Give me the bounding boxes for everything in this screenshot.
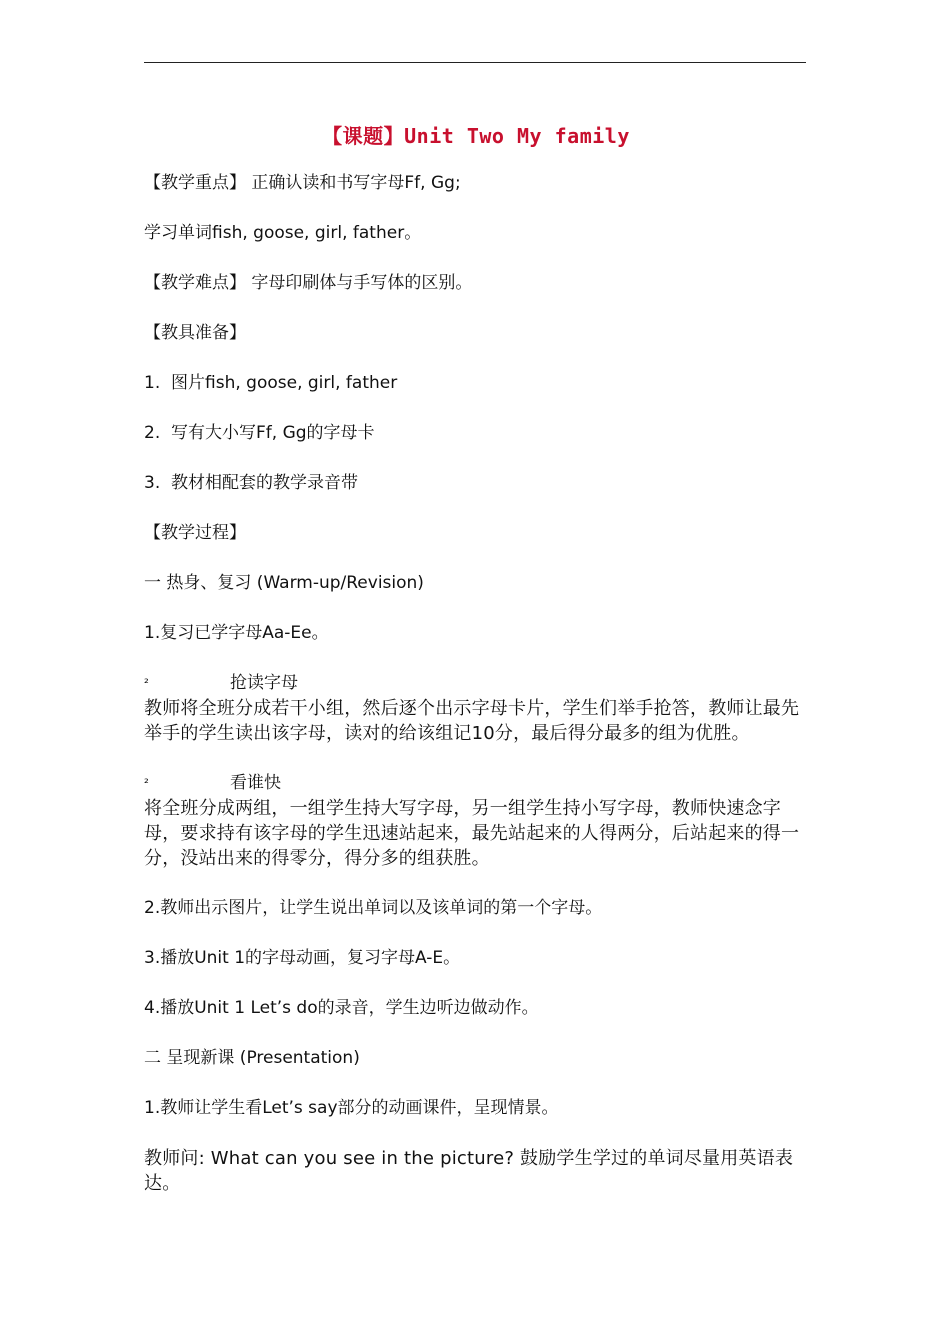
- step1-item-4: 4.播放Unit 1 Let’s do的录音，学生边听边做动作。: [144, 998, 539, 1018]
- step1-item-3: 3.播放Unit 1的字母动画，复习字母A-E。: [144, 948, 461, 968]
- process-heading: 【教学过程】: [144, 523, 246, 543]
- teaching-focus: 【教学重点】 正确认读和书写字母Ff, Gg;: [144, 173, 461, 193]
- step2-question: 教师问: What can you see in the picture? 鼓励学生学过的单词尽量用英语表达。: [144, 1148, 794, 1194]
- teaching-focus-words: 学习单词fish, goose, girl, father。: [144, 223, 422, 243]
- game2-title-line: [144, 771, 808, 796]
- game1-text: 教师将全班分成若干小组，然后逐个出示字母卡片，学生们举手抢答，教师让最先举手的学生读出该字母，读对的给该组记10分，最后得分最多的组为优胜。: [144, 698, 800, 744]
- step1-heading: 一 热身、复习 (Warm-up/Revision): [144, 573, 424, 593]
- step1-item-2: 2.教师出示图片，让学生说出单词以及该单词的第一个字母。: [144, 898, 603, 918]
- step2-item-1: 1.教师让学生看Let’s say部分的动画课件，呈现情景。: [144, 1098, 559, 1118]
- prep-heading: 【教具准备】: [144, 323, 246, 343]
- lesson-title: 【课题】Unit Two My family: [322, 124, 630, 148]
- teaching-difficulty: 【教学难点】 字母印刷体与手写体的区别。: [144, 273, 473, 293]
- prep-item-2: 2. 写有大小写Ff, Gg的字母卡: [144, 423, 375, 443]
- prep-item-3: 3. 教材相配套的教学录音带: [144, 473, 359, 493]
- game2-text: 将全班分成两组，一组学生持大写字母，另一组学生持小写字母，教师快速念字母，要求持有该字母的学生迅速站起来，最先站起来的人得两分，后站起来的得一分，没站出来的得零分，得分多的组获胜。: [144, 798, 800, 869]
- game1-title-line: [144, 671, 808, 696]
- document-body: [144, 120, 808, 1221]
- header-rule: [144, 62, 806, 63]
- game2-title: 看谁快: [230, 773, 281, 793]
- game1-title: 抢读字母: [230, 673, 298, 693]
- bullet-mark: ²: [144, 776, 149, 790]
- step2-heading: 二 呈现新课 (Presentation): [144, 1048, 360, 1068]
- bullet-mark: ²: [144, 676, 149, 690]
- prep-item-1: 1. 图片fish, goose, girl, father: [144, 373, 398, 393]
- step1-item-1: 1.复习已学字母Aa-Ee。: [144, 623, 329, 643]
